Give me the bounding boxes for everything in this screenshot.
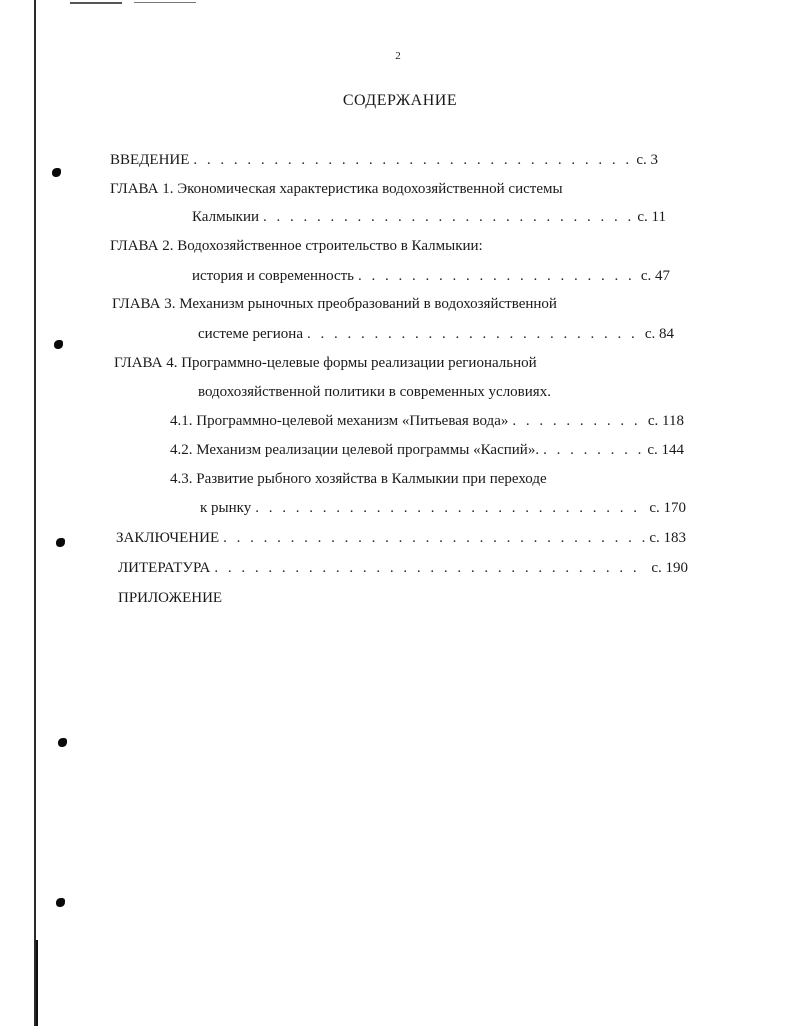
toc-entry-4-3-title: 4.3. Развитие рыбного хозяйства в Калмыкии при переходе	[170, 471, 547, 487]
punch-hole-mark	[56, 538, 65, 547]
toc-page-ref: с. 183	[649, 530, 686, 546]
toc-leader-dots	[358, 266, 637, 286]
toc-entry-conclusion	[116, 528, 686, 548]
toc-entry-ch4-subtitle: водохозяйственной политики в современных условиях.	[198, 384, 551, 400]
toc-page-ref: с. 118	[647, 413, 684, 429]
punch-hole-mark	[56, 898, 65, 907]
toc-page-ref: с. 190	[651, 560, 688, 576]
toc-entry-appendix: ПРИЛОЖЕНИЕ	[118, 590, 223, 606]
toc-page-ref: с. 170	[649, 500, 686, 516]
toc-entry-label: системе региона	[198, 326, 303, 342]
toc-entry-label: история и современность	[192, 268, 355, 284]
toc-leader-dots	[307, 324, 641, 344]
page-title: СОДЕРЖАНИЕ	[342, 92, 458, 109]
toc-leader-dots	[193, 150, 632, 170]
toc-entry-label: ЗАКЛЮЧЕНИЕ	[116, 530, 220, 546]
scan-artifact-line	[70, 2, 122, 4]
toc-entry-ch3	[198, 324, 674, 344]
toc-entry-label: к рынку	[200, 500, 252, 516]
toc-leader-dots	[214, 558, 647, 578]
toc-page-ref: с. 84	[644, 326, 674, 342]
toc-entry-ch3-title: ГЛАВА 3. Механизм рыночных преобразований в водохозяйственной	[112, 296, 557, 312]
toc-entry-ch2	[192, 266, 670, 286]
toc-entry-ch1	[192, 207, 666, 227]
punch-hole-mark	[54, 340, 63, 349]
punch-hole-mark	[58, 738, 67, 747]
toc-entry-4-2	[170, 440, 684, 460]
scan-artifact-line	[134, 2, 196, 3]
toc-entry-label: Калмыкии	[192, 209, 259, 225]
toc-leader-dots	[223, 528, 645, 548]
toc-entry-label: ЛИТЕРАТУРА	[118, 560, 211, 576]
toc-entry-label: 4.2. Механизм реализации целевой программы «Каспий».	[170, 442, 540, 458]
page-left-edge	[36, 940, 38, 1026]
toc-page-ref: с. 3	[636, 152, 658, 168]
toc-entry-ch2-title: ГЛАВА 2. Водохозяйственное строительство в Калмыкии:	[110, 238, 483, 254]
toc-entry-ch1-title: ГЛАВА 1. Экономическая характеристика водохозяйственной системы	[110, 181, 563, 197]
toc-page-ref: с. 11	[637, 209, 666, 225]
toc-leader-dots	[543, 440, 643, 460]
toc-leader-dots	[263, 207, 633, 227]
page-left-edge	[34, 0, 36, 1026]
toc-entry-intro	[110, 150, 658, 170]
toc-page-ref: с. 47	[640, 268, 670, 284]
toc-entry-label: ВВЕДЕНИЕ	[110, 152, 190, 168]
toc-entry-4-3	[200, 498, 686, 518]
toc-entry-label: 4.1. Программно-целевой механизм «Питьевая вода»	[170, 413, 509, 429]
toc-entry-literature	[118, 558, 688, 578]
punch-hole-mark	[52, 168, 61, 177]
page-number: 2	[395, 50, 401, 62]
toc-entry-ch4-title: ГЛАВА 4. Программно-целевые формы реализации региональной	[114, 355, 537, 371]
toc-leader-dots	[255, 498, 645, 518]
toc-page-ref: с. 144	[647, 442, 684, 458]
toc-entry-4-1	[170, 411, 684, 431]
toc-leader-dots	[512, 411, 644, 431]
